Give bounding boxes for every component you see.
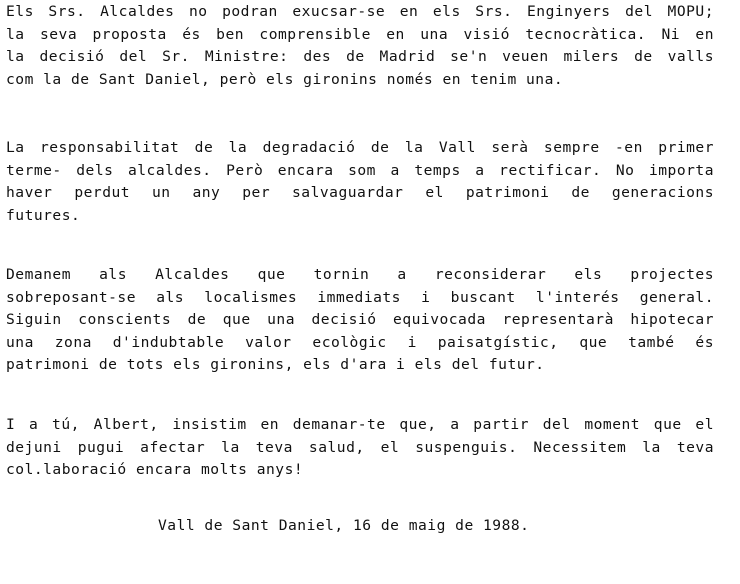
text-line: la seva proposta és ben comprensible en una visió tecnocràtica. Ni en	[6, 25, 714, 43]
paragraph-mopu	[6, 1, 714, 91]
text-line: una zona d'indubtable valor ecològic i paisatgístic, que també és	[6, 333, 714, 351]
text-line: I a tú, Albert, insistim en demanar-te que, a partir del moment que el	[6, 416, 714, 433]
text-line: Demanem als Alcaldes que tornin a reconsiderar els projectes	[6, 266, 714, 283]
text-line: terme- dels alcaldes. Però encara som a temps a rectificar. No importa	[6, 161, 714, 179]
text-line: La responsabilitat de la degradació de la Vall serà sempre -en primer	[6, 139, 714, 156]
text-line: col.laboració encara molts anys!	[6, 461, 304, 479]
paragraph-albert	[6, 414, 714, 482]
text-line: Siguin conscients de que una decisió equivocada representarà hipotecar	[6, 311, 714, 329]
text-line: haver perdut un any per salvaguardar el patrimoni de generacions	[6, 184, 714, 202]
text-line: Els Srs. Alcaldes no podran exucsar-se en els Srs. Enginyers del MOPU;	[6, 3, 714, 20]
text-line: com la de Sant Daniel, però els gironins només en tenim una.	[6, 70, 564, 88]
text-line: patrimoni de tots els gironins, els d'ara i els del futur.	[6, 356, 545, 374]
text-line: la decisió del Sr. Ministre: des de Madrid se'n veuen milers de valls	[6, 48, 714, 66]
paragraph-responsabilitat	[6, 137, 714, 227]
closing-date-place: Vall de Sant Daniel, 16 de maig de 1988.	[158, 517, 530, 534]
text-line: dejuni pugui afectar la teva salud, el suspenguis. Necessitem la teva	[6, 438, 714, 456]
text-line: sobreposant-se als localismes immediats i buscant l'interés general.	[6, 288, 714, 306]
text-line: futures.	[6, 206, 81, 224]
paragraph-demanem	[6, 264, 714, 377]
